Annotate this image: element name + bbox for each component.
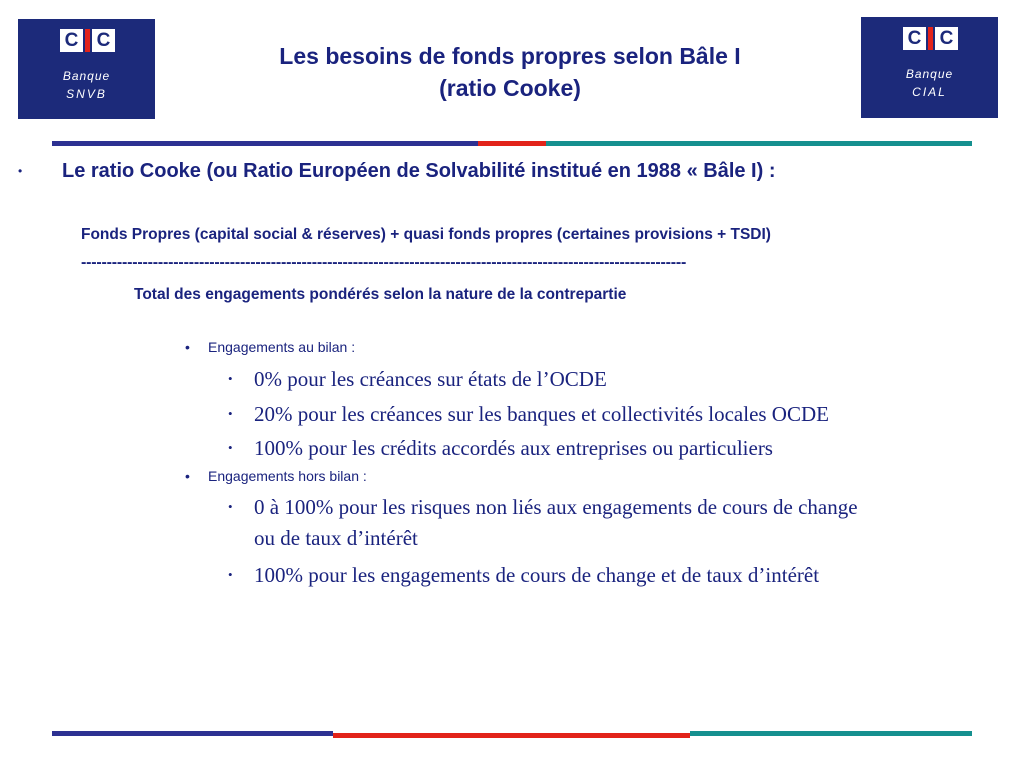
bottom-rule-navy [52, 731, 333, 736]
main-bullet: • [18, 164, 23, 178]
logo-right-line1: Banque [905, 67, 954, 81]
main-heading: Le ratio Cooke (ou Ratio Européen de Solvabilité institué en 1988 « Bâle I) : [62, 160, 776, 182]
bottom-rule-teal [690, 731, 972, 736]
top-rule-navy [52, 141, 478, 146]
slide-title-line1: Les besoins de fonds propres selon Bâle I [279, 43, 741, 69]
bullet: • [228, 406, 233, 421]
bullet: • [228, 567, 233, 582]
cic-snvb-logo [18, 19, 155, 119]
top-rule-red [478, 141, 546, 146]
ratio-denominator: Total des engagements pondérés selon la nature de la contrepartie [134, 286, 627, 303]
slide-title-line2: (ratio Cooke) [439, 75, 581, 101]
bullet: • [228, 499, 233, 514]
bullet: • [185, 468, 190, 484]
cic-brand-mark: C C [903, 27, 958, 50]
logo-right-line2: CIAL [912, 85, 947, 99]
slide-title [160, 40, 860, 104]
section-label: Engagements hors bilan : [208, 468, 367, 484]
bottom-rule-red [333, 733, 690, 738]
logo-left-line2: SNVB [66, 87, 107, 101]
ratio-fraction-line: ---------------------------------------------------------------------------------------------------------------------- [81, 254, 687, 271]
bullet: • [228, 440, 233, 455]
top-rule-teal [546, 141, 972, 146]
section-label: Engagements au bilan : [208, 339, 356, 355]
cic-cial-logo [861, 17, 998, 118]
bullet: • [228, 371, 233, 386]
cic-brand-mark: C C [60, 29, 115, 52]
logo-left-line1: Banque [62, 69, 111, 83]
bullet: • [185, 339, 190, 355]
ratio-numerator: Fonds Propres (capital social & réserves) + quasi fonds propres (certaines provisions + TSDI) [81, 226, 771, 243]
